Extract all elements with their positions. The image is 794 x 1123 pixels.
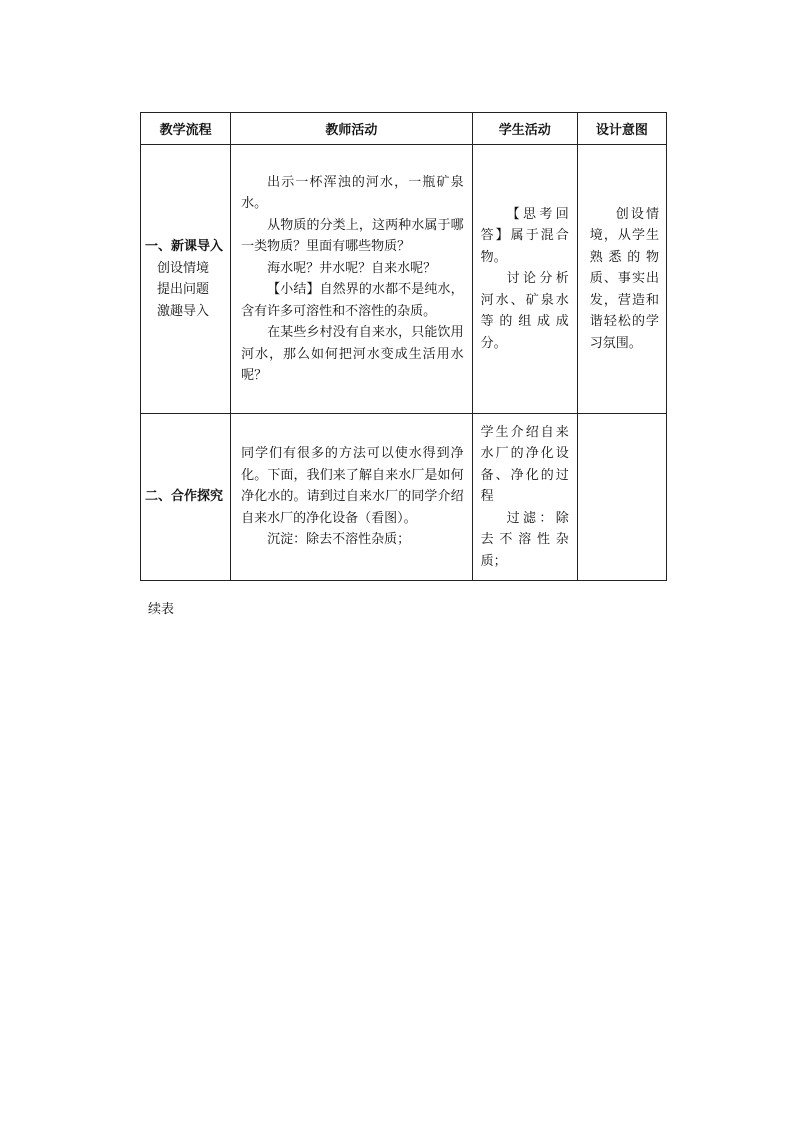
lesson-plan-table <box>140 112 667 581</box>
continued-table-note: 续表 <box>148 602 175 617</box>
stage-sub: 提出问题 <box>157 282 210 297</box>
stage-cell <box>141 145 231 414</box>
stage-sub: 激趣导入 <box>157 303 210 319</box>
teacher-paragraph: 【小结】自然界的水都不是纯水，含有许多可溶性和不溶性的杂质。 <box>241 282 464 319</box>
student-activity-cell <box>472 145 577 414</box>
student-paragraph: 学生介绍自来水厂的净化设备、净化的过程 <box>480 424 569 505</box>
stage-sub: 创设情境 <box>157 260 210 276</box>
stage-cell <box>141 414 231 581</box>
student-paragraph: 讨论分析河水、矿泉水等的组成成分。 <box>480 271 569 351</box>
design-paragraph: 创设情境，从学生熟悉的物质、事实出发，营造和谐轻松的学习氛围。 <box>589 206 659 351</box>
table-header-row <box>141 113 667 145</box>
header-student-activity: 学生活动 <box>472 113 577 145</box>
student-paragraph: 过滤：除去不溶性杂质； <box>480 510 569 569</box>
teacher-paragraph: 沉淀：除去不溶性杂质； <box>267 532 411 548</box>
header-design-intent: 设计意图 <box>577 113 666 145</box>
table-row <box>141 414 667 581</box>
header-flow: 教学流程 <box>141 113 231 145</box>
teacher-paragraph: 海水呢？井水呢？自来水呢？ <box>267 260 437 276</box>
teacher-paragraph: 同学们有很多的方法可以使水得到净化。下面，我们来了解自来水厂是如何净化水的。请到过自来水厂的同学介绍自来水厂的净化设备（看图）。 <box>241 446 464 526</box>
student-activity-cell <box>472 414 577 581</box>
design-intent-cell <box>577 145 666 414</box>
stage-title: 二、合作探究 <box>145 489 224 505</box>
teacher-paragraph: 从物质的分类上，这两种水属于哪一类物质？里面有哪些物质？ <box>241 217 464 254</box>
teacher-activity-cell <box>231 414 472 581</box>
student-paragraph: 【思考回答】属于混合物。 <box>480 206 569 265</box>
table-row <box>141 145 667 414</box>
header-teacher-activity: 教师活动 <box>231 113 472 145</box>
teacher-paragraph: 出示一杯浑浊的河水，一瓶矿泉水。 <box>241 174 464 211</box>
design-intent-cell <box>577 414 666 581</box>
teacher-paragraph: 在某些乡村没有自来水，只能饮用河水，那么如何把河水变成生活用水呢？ <box>241 325 464 383</box>
teacher-activity-cell <box>231 145 472 414</box>
stage-title: 一、新课导入 <box>145 239 224 254</box>
